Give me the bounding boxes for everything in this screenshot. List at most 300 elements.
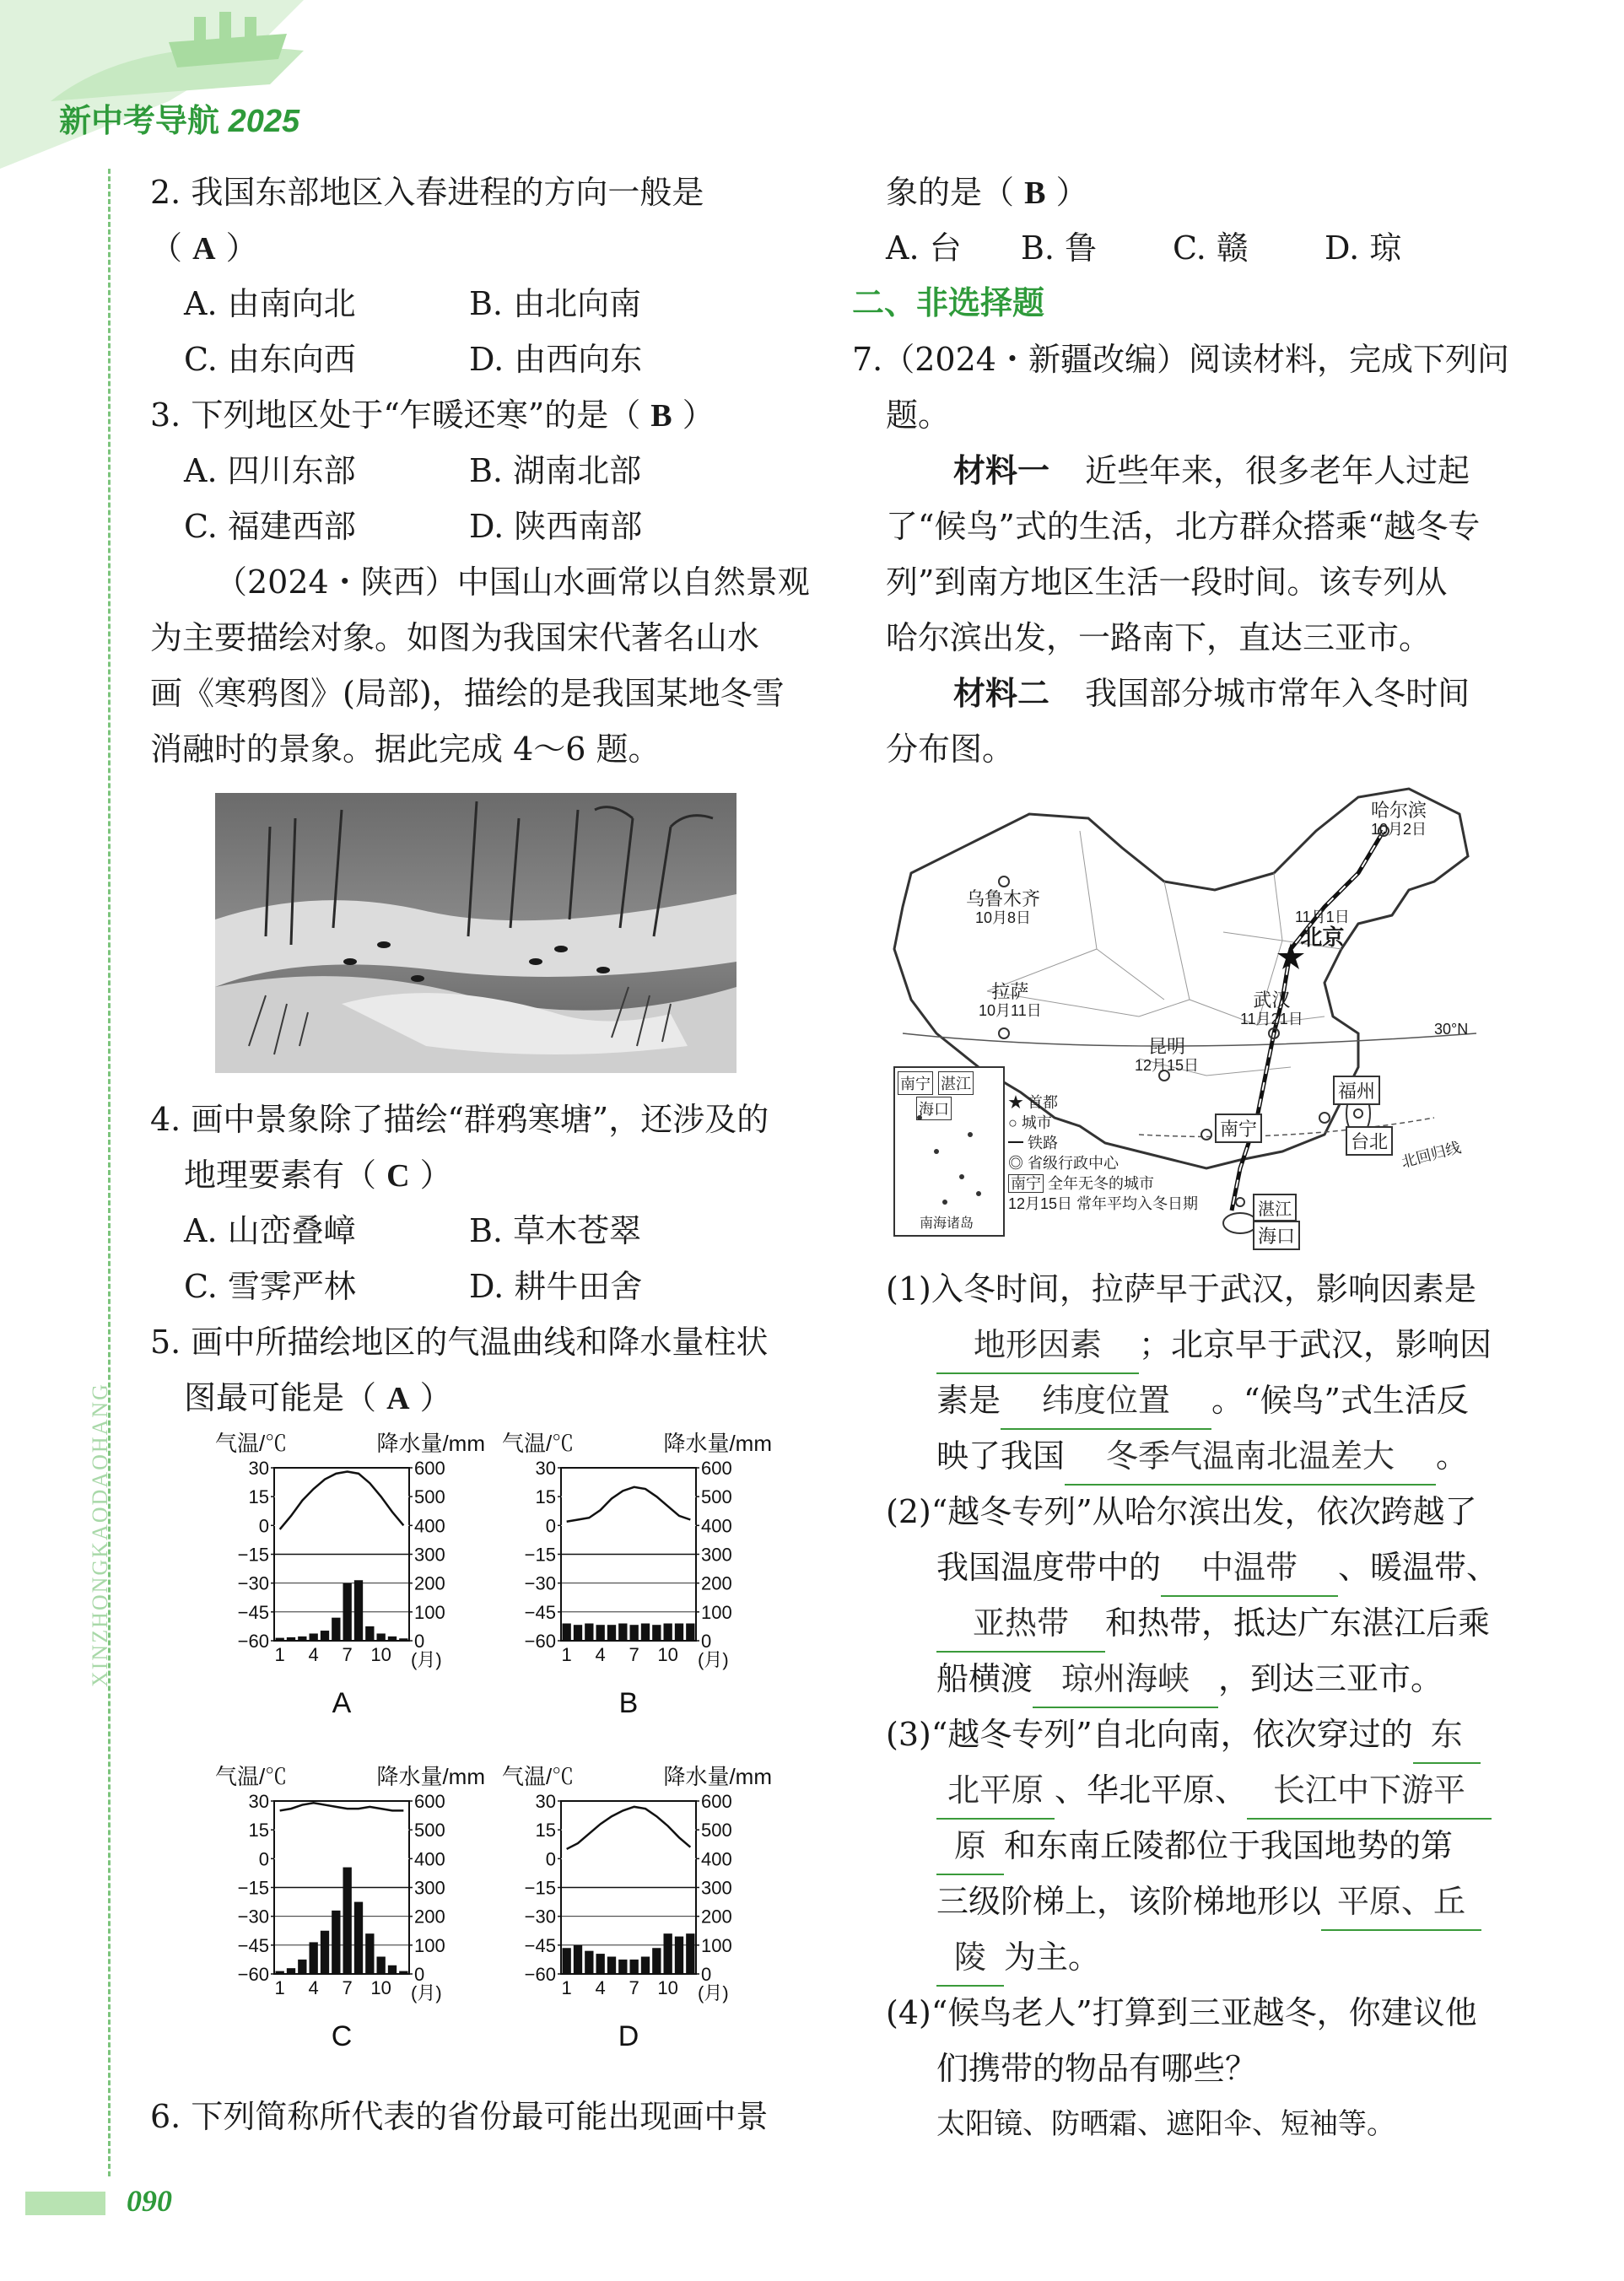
q6-stem-2: [886, 164, 1088, 221]
left-tick-1: 15: [248, 1820, 269, 1842]
x-tick-2: 7: [629, 1644, 639, 1665]
material-2-line-2: 分布图。: [886, 731, 1015, 768]
map-label-taipei: 台北: [1346, 1126, 1393, 1156]
q7-p3-text-5: 为主。: [1004, 1939, 1101, 1976]
tropic-label: 北回归线: [1399, 1138, 1463, 1171]
legend-city: [1008, 1113, 1198, 1133]
q7-p1-text-2: ；北京早于武汉，影响因: [1139, 1326, 1492, 1363]
temp-axis-label: 气温/℃: [502, 1764, 575, 1789]
right-tick-4: 200: [701, 1572, 732, 1594]
q4-option-c: C. 雪霁严林: [184, 1268, 356, 1305]
precip-bar: [652, 1625, 661, 1641]
x-tick-1: 4: [308, 1644, 319, 1665]
lat-30-label: 30°N: [1434, 1021, 1469, 1038]
left-tick-4: −30: [237, 1906, 269, 1928]
left-tick-3: −15: [524, 1544, 556, 1566]
legend-date-label: 常年平均入冬日期: [1076, 1195, 1199, 1212]
right-tick-3: 300: [701, 1544, 732, 1566]
x-unit: (月): [411, 1982, 442, 2003]
q7-p3-line-5: [936, 1929, 1100, 1987]
legend-nowinter: [1008, 1173, 1198, 1194]
right-tick-6: 0: [414, 1631, 425, 1652]
precip-bar: [354, 1580, 363, 1641]
right-tick-6: 0: [701, 1964, 712, 1985]
material-1-line-4: 哈尔滨出发，一路南下，直达三亚市。: [886, 619, 1432, 656]
q7-p2-text-2: 我国温度带中的: [936, 1549, 1162, 1586]
legend-provincial-label: 省级行政中心: [1028, 1155, 1120, 1172]
climate-chart-B: [498, 1426, 776, 1729]
right-tick-0: 600: [414, 1791, 445, 1812]
q7-p3-text-2: 、华北平原、: [1055, 1771, 1248, 1809]
precip-bar: [563, 1948, 571, 1974]
right-tick-5: 100: [701, 1934, 732, 1956]
material-2-label: 材料二: [953, 677, 1050, 712]
china-map: [886, 780, 1493, 1253]
q7-p2-text-4: 和热带，抵达广东湛江后乘: [1105, 1604, 1491, 1642]
chart-letter: A: [332, 1687, 352, 1719]
legend-capital-label: 首都: [1028, 1094, 1059, 1111]
precip-bar: [276, 1638, 284, 1641]
left-tick-6: −60: [524, 1631, 556, 1652]
map-label-nanning: 南宁: [1215, 1114, 1262, 1143]
precip-bar: [377, 1957, 386, 1975]
x-tick-3: 10: [657, 1977, 678, 1998]
right-tick-3: 300: [414, 1544, 445, 1566]
q2-answer: A: [192, 231, 216, 267]
q5-answer: A: [386, 1381, 410, 1416]
left-tick-0: 30: [535, 1458, 556, 1479]
q4-answer: C: [386, 1158, 410, 1194]
precip-bar: [287, 1968, 295, 1974]
q2-option-d: D. 由西向东: [469, 341, 643, 378]
q7-p3-line-3: [936, 1818, 1453, 1875]
precip-bar: [641, 1957, 650, 1975]
climate-chart-A: [211, 1426, 489, 1729]
left-tick-5: −45: [237, 1934, 269, 1956]
precip-bar: [365, 1933, 374, 1974]
legend-dot-icon: ○: [1008, 1114, 1022, 1131]
q7-p3-text-1: (3)“越冬专列”自北向南，依次穿过的: [886, 1716, 1413, 1753]
q7-p2-answer-2: 亚热带: [936, 1595, 1105, 1653]
painting-image: [215, 793, 736, 1073]
precip-bar: [585, 1951, 593, 1974]
q3-paren-close: ）: [682, 396, 715, 434]
legend-city-label: 城市: [1021, 1114, 1052, 1131]
map-label-lhasa: [979, 983, 1042, 1020]
precip-bar: [618, 1960, 627, 1974]
right-tick-2: 400: [701, 1515, 732, 1537]
q6-stem-1: 6. 下列简称所代表的省份最可能出现画中景: [150, 2098, 769, 2135]
q5-stem-1: 5. 画中所描绘地区的气温曲线和降水量柱状: [150, 1324, 769, 1361]
q4-paren-close: ）: [419, 1157, 452, 1194]
q7-p1-answer-2: 纬度位置: [1001, 1372, 1211, 1430]
right-tick-1: 500: [701, 1820, 732, 1842]
x-tick-2: 7: [629, 1977, 639, 1998]
x-tick-3: 10: [370, 1644, 391, 1665]
legend-date-sample: 12月15日: [1008, 1195, 1073, 1212]
left-tick-4: −30: [524, 1906, 556, 1928]
city-name-lhasa: 拉萨: [991, 981, 1029, 1002]
temp-axis-label: 气温/℃: [215, 1431, 288, 1456]
precip-bar: [343, 1583, 352, 1641]
map-label-wuhan: [1240, 991, 1303, 1028]
left-tick-2: 0: [545, 1515, 556, 1537]
q3-option-d: D. 陕西南部: [469, 508, 643, 545]
q2-option-c: C. 由东向西: [184, 341, 356, 378]
city-name-urumqi: 乌鲁木齐: [966, 888, 1041, 909]
city-name-beijing: 北京: [1300, 925, 1345, 950]
q7-stem-1: 7.（2024・新疆改编）阅读材料，完成下列问: [852, 341, 1509, 378]
q7-p2-line-4: [936, 1651, 1443, 1708]
precip-bar: [310, 1942, 318, 1974]
intro-line-2: 为主要描绘对象。如图为我国宋代著名山水: [150, 619, 760, 656]
city-name-kunming: 昆明: [1148, 1036, 1186, 1057]
x-tick-3: 10: [370, 1977, 391, 1998]
left-tick-1: 15: [248, 1486, 269, 1508]
q6-paren-close: ）: [1055, 174, 1088, 211]
precip-bar: [630, 1625, 639, 1641]
right-tick-2: 400: [701, 1848, 732, 1870]
material-1-line-2: 了“候鸟”式的生活，北方群众搭乘“越冬专: [886, 508, 1481, 545]
q7-p2-answer-3: 琼州海峡: [1033, 1651, 1218, 1708]
q6-option-c: C. 赣: [1173, 229, 1249, 267]
precip-bar: [596, 1954, 605, 1974]
x-tick-1: 4: [308, 1977, 319, 1998]
left-tick-1: 15: [535, 1486, 556, 1508]
right-tick-2: 400: [414, 1848, 445, 1870]
legend-ring-icon: ◎: [1008, 1155, 1028, 1172]
chart-letter: B: [618, 1687, 639, 1719]
right-tick-0: 600: [701, 1791, 732, 1812]
right-tick-5: 100: [701, 1601, 732, 1623]
left-tick-5: −45: [524, 1934, 556, 1956]
precip-bar: [298, 1637, 306, 1641]
left-tick-3: −15: [524, 1877, 556, 1899]
q7-p3-answer-2a: 长江中下游平: [1247, 1762, 1492, 1820]
inset-nanning: 南宁: [898, 1071, 933, 1095]
q7-p2-text-6: ，到达三亚市。: [1218, 1660, 1443, 1697]
q7-p1-line-3: [936, 1372, 1469, 1430]
q3-stem-text: 3. 下列地区处于“乍暖还寒”的是（: [150, 396, 641, 434]
left-tick-3: −15: [237, 1544, 269, 1566]
legend-capital: [1008, 1092, 1198, 1113]
precip-axis-label: 降水量/mm: [376, 1764, 485, 1789]
q7-p4-line-2: 们携带的物品有哪些？: [936, 2050, 1258, 2087]
climate-chart-D: [498, 1759, 776, 2063]
q2-paren-close: ）: [225, 229, 258, 267]
q7-p1-text-5: 映了我国: [936, 1437, 1066, 1475]
precip-bar: [332, 1911, 340, 1974]
right-tick-1: 500: [414, 1820, 445, 1842]
q7-p2-text-3: 、暖温带、: [1338, 1549, 1499, 1586]
legend-nowinter-sample: 南宁: [1008, 1174, 1044, 1193]
q2-option-a: A. 由南向北: [184, 285, 356, 322]
x-unit: (月): [698, 1649, 729, 1670]
q6-option-d: D. 琼: [1325, 229, 1402, 267]
intro-line-1: （2024・陕西）中国山水画常以自然景观: [215, 564, 810, 601]
q7-p2-answer-1: 中温带: [1161, 1540, 1338, 1597]
precip-bar: [574, 1625, 582, 1641]
ship-logo-icon: [0, 0, 354, 177]
precip-bar: [686, 1624, 694, 1642]
map-label-fuzhou: 福州: [1333, 1076, 1380, 1105]
intro-line-4: 消融时的景象。据此完成 4～6 题。: [150, 731, 661, 768]
map-label-harbin: [1371, 801, 1427, 839]
precip-bar: [618, 1624, 627, 1642]
right-tick-5: 100: [414, 1934, 445, 1956]
right-tick-5: 100: [414, 1601, 445, 1623]
climate-chart-C: [211, 1759, 489, 2063]
precip-bar: [310, 1633, 318, 1641]
precip-bar: [630, 1960, 639, 1974]
q3-option-b: B. 湖南北部: [469, 452, 642, 489]
q4-option-a: A. 山峦叠嶂: [184, 1212, 356, 1249]
q4-stem-text: 地理要素有（: [184, 1157, 377, 1194]
precip-bar: [321, 1631, 329, 1641]
q7-p3-answer-2b: 原: [936, 1818, 1004, 1875]
climate-charts: [211, 1426, 785, 2067]
legend-date: [1008, 1194, 1198, 1214]
precip-axis-label: 降水量/mm: [663, 1764, 772, 1789]
precip-bar: [321, 1931, 329, 1974]
inset-title: 南海诸岛: [920, 1216, 974, 1231]
x-tick-0: 1: [274, 1977, 285, 1998]
left-tick-2: 0: [258, 1515, 269, 1537]
x-tick-1: 4: [595, 1977, 606, 1998]
x-unit: (月): [411, 1649, 442, 1670]
right-tick-6: 0: [414, 1964, 425, 1985]
q6-option-b: B. 鲁: [1021, 229, 1098, 267]
precip-bar: [354, 1902, 363, 1974]
q3-stem: [150, 387, 715, 444]
city-name-wuhan: 武汉: [1253, 990, 1291, 1011]
footer-bar: [25, 2192, 105, 2215]
right-tick-2: 400: [414, 1515, 445, 1537]
left-guide-line: [108, 169, 111, 2176]
precip-bar: [287, 1637, 295, 1641]
city-date-beijing: 11月1日: [1295, 909, 1350, 925]
q6-option-a: A. 台: [886, 229, 962, 267]
left-tick-4: −30: [237, 1572, 269, 1594]
q6-answer: B: [1024, 175, 1046, 211]
q7-p3-line-4: [936, 1874, 1481, 1931]
inset-haikou: 海口: [916, 1097, 952, 1120]
material-2-text-1: 我国部分城市常年入冬时间: [1085, 675, 1470, 712]
legend-nowinter-label: 全年无冬的城市: [1048, 1175, 1155, 1192]
q3-option-a: A. 四川东部: [184, 452, 356, 489]
right-tick-3: 300: [701, 1877, 732, 1899]
precip-bar: [365, 1626, 374, 1641]
brand-title: [59, 94, 299, 141]
q2-stem-2: [150, 220, 258, 277]
temp-line: [280, 1472, 404, 1529]
q3-answer: B: [650, 398, 672, 434]
q7-p2-line-1: (2)“越冬专列”从哈尔滨出发，依次跨越了: [886, 1493, 1477, 1530]
q7-p3-answer-3a: 平原、丘: [1321, 1874, 1481, 1931]
q7-p1-answer-3: 冬季气温南北温差大: [1065, 1428, 1436, 1486]
q7-p1-line-4: [936, 1428, 1468, 1486]
temp-line: [280, 1803, 404, 1810]
x-tick-0: 1: [274, 1644, 285, 1665]
q3-option-c: C. 福建西部: [184, 508, 356, 545]
city-date-urumqi: 10月8日: [974, 909, 1032, 926]
precip-bar: [641, 1624, 650, 1642]
precip-bar: [675, 1624, 683, 1642]
q7-p2-text-5: 船横渡: [936, 1660, 1033, 1697]
precip-bar: [574, 1945, 582, 1974]
precip-bar: [596, 1625, 605, 1641]
precip-bar: [388, 1966, 397, 1974]
map-label-kunming: [1135, 1038, 1199, 1075]
right-tick-1: 500: [414, 1486, 445, 1508]
right-tick-4: 200: [414, 1572, 445, 1594]
city-date-kunming: 12月15日: [1135, 1057, 1200, 1074]
inset-zhanjiang: 湛江: [938, 1071, 974, 1095]
precip-bar: [607, 1957, 616, 1975]
precip-bar: [332, 1618, 340, 1641]
x-tick-0: 1: [561, 1644, 572, 1665]
q7-p1-text-6: 。: [1436, 1437, 1469, 1475]
q7-p2-line-3: [936, 1595, 1490, 1653]
x-tick-0: 1: [561, 1977, 572, 1998]
x-tick-2: 7: [342, 1644, 353, 1665]
left-tick-6: −60: [237, 1964, 269, 1985]
x-tick-2: 7: [342, 1977, 353, 1998]
temp-line: [567, 1487, 691, 1522]
left-tick-1: 15: [535, 1820, 556, 1842]
left-tick-6: −60: [237, 1631, 269, 1652]
precip-axis-label: 降水量/mm: [663, 1431, 772, 1456]
right-tick-4: 200: [701, 1906, 732, 1928]
left-tick-5: −45: [524, 1601, 556, 1623]
left-tick-2: 0: [258, 1848, 269, 1870]
q7-p1-text-3: 素是: [936, 1382, 1001, 1419]
q7-p3-line-1: [886, 1707, 1481, 1764]
precip-bar: [675, 1937, 683, 1974]
q4-option-d: D. 耕牛田舍: [469, 1268, 643, 1305]
chart-letter: D: [618, 2020, 639, 2052]
legend-rail-icon: ━: [1008, 1135, 1028, 1151]
q7-stem-2: 题。: [886, 396, 951, 434]
precip-bar: [607, 1625, 616, 1641]
left-tick-0: 30: [248, 1791, 269, 1812]
precip-bar: [399, 1971, 407, 1974]
intro-line-3: 画《寒鸦图》(局部)，描绘的是我国某地冬雪: [150, 675, 785, 712]
legend-provincial: [1008, 1153, 1198, 1173]
material-1-line-1: [953, 443, 1470, 499]
city-date-harbin: 10月2日: [1371, 821, 1427, 838]
material-1-text-1: 近些年来，很多老年人过起: [1085, 452, 1470, 489]
temp-axis-label: 气温/℃: [502, 1431, 575, 1456]
q7-p3-answer-1a: 东: [1413, 1707, 1481, 1764]
map-label-urumqi: [966, 890, 1040, 927]
q7-p3-text-4: 三级阶梯上，该阶梯地形以: [936, 1883, 1322, 1920]
precip-bar: [686, 1933, 694, 1974]
q7-p4-line-1: (4)“候鸟老人”打算到三亚越冬，你建议他: [886, 1994, 1477, 2031]
q2-option-b: B. 由北向南: [469, 285, 642, 322]
precip-bar: [399, 1638, 407, 1641]
left-tick-0: 30: [535, 1791, 556, 1812]
q4-stem-2: [184, 1147, 452, 1204]
right-tick-3: 300: [414, 1877, 445, 1899]
brand-name: 新中考导航: [59, 104, 220, 139]
q7-p3-answer-3b: 陵: [936, 1929, 1004, 1987]
q4-option-b: B. 草木苍翠: [469, 1212, 642, 1249]
q2-stem: [150, 164, 704, 220]
map-label-beijing: [1295, 907, 1350, 950]
material-2-line-1: [953, 666, 1470, 722]
x-unit: (月): [698, 1982, 729, 2003]
chart-letter: C: [331, 2020, 353, 2052]
right-tick-1: 500: [701, 1486, 732, 1508]
city-name-harbin: 哈尔滨: [1371, 800, 1427, 821]
map-legend: [1008, 1092, 1198, 1214]
map-label-zhanjiang: 湛江: [1253, 1194, 1297, 1221]
q7-p3-text-3: 和东南丘陵都位于我国地势的第: [1004, 1827, 1454, 1864]
material-1-line-3: 列”到南方地区生活一段时间。该专列从: [886, 564, 1448, 601]
precip-bar: [343, 1868, 352, 1974]
legend-railway: [1008, 1133, 1198, 1153]
q5-stem-text: 图最可能是（: [184, 1379, 377, 1416]
q7-p3-answer-1b: 北平原: [936, 1762, 1055, 1820]
q7-p4-answer: 太阳镜、防晒霜、遮阳伞、短袖等。: [936, 2107, 1395, 2141]
brand-year: 2025: [228, 104, 300, 139]
precip-bar: [388, 1637, 397, 1641]
q2-paren-open: （: [150, 229, 183, 267]
temp-line: [567, 1807, 691, 1849]
precip-bar: [563, 1624, 571, 1642]
temp-axis-label: 气温/℃: [215, 1764, 288, 1789]
legend-railway-label: 铁路: [1028, 1135, 1059, 1151]
q7-p3-line-2: [936, 1762, 1492, 1820]
left-tick-5: −45: [237, 1601, 269, 1623]
left-tick-6: −60: [524, 1964, 556, 1985]
page-number: 090: [127, 2184, 172, 2218]
left-tick-2: 0: [545, 1848, 556, 1870]
city-date-wuhan: 11月21日: [1240, 1011, 1303, 1027]
q7-p2-line-2: [936, 1540, 1498, 1597]
city-date-lhasa: 10月11日: [979, 1002, 1042, 1019]
legend-star-icon: ★: [1008, 1094, 1028, 1111]
x-tick-3: 10: [657, 1644, 678, 1665]
q6-stem-text: 象的是（: [886, 174, 1015, 211]
q2-stem-text: 2. 我国东部地区入春进程的方向一般是: [150, 174, 704, 211]
q4-stem-1: 4. 画中景象除了描绘“群鸦寒塘”，还涉及的: [150, 1101, 769, 1138]
map-label-haikou: 海口: [1253, 1221, 1300, 1250]
right-tick-0: 600: [701, 1458, 732, 1479]
left-tick-0: 30: [248, 1458, 269, 1479]
precip-bar: [664, 1624, 672, 1642]
precip-bar: [664, 1933, 672, 1974]
q5-paren-close: ）: [419, 1379, 452, 1416]
q7-p1-text-4: 。“候鸟”式生活反: [1211, 1382, 1469, 1419]
precip-bar: [377, 1633, 386, 1641]
precip-bar: [652, 1948, 661, 1974]
q7-p1-line-2: [936, 1317, 1492, 1374]
header-banner: [0, 0, 354, 177]
left-tick-3: −15: [237, 1877, 269, 1899]
q7-p1-line-1: (1)入冬时间，拉萨早于武汉，影响因素是: [886, 1270, 1476, 1308]
right-tick-0: 600: [414, 1458, 445, 1479]
right-tick-4: 200: [414, 1906, 445, 1928]
x-tick-1: 4: [595, 1644, 606, 1665]
material-1-label: 材料一: [953, 454, 1050, 489]
left-tick-4: −30: [524, 1572, 556, 1594]
precip-bar: [276, 1971, 284, 1974]
precip-bar: [585, 1624, 593, 1642]
precip-bar: [298, 1960, 306, 1974]
q5-stem-2: [184, 1370, 452, 1426]
